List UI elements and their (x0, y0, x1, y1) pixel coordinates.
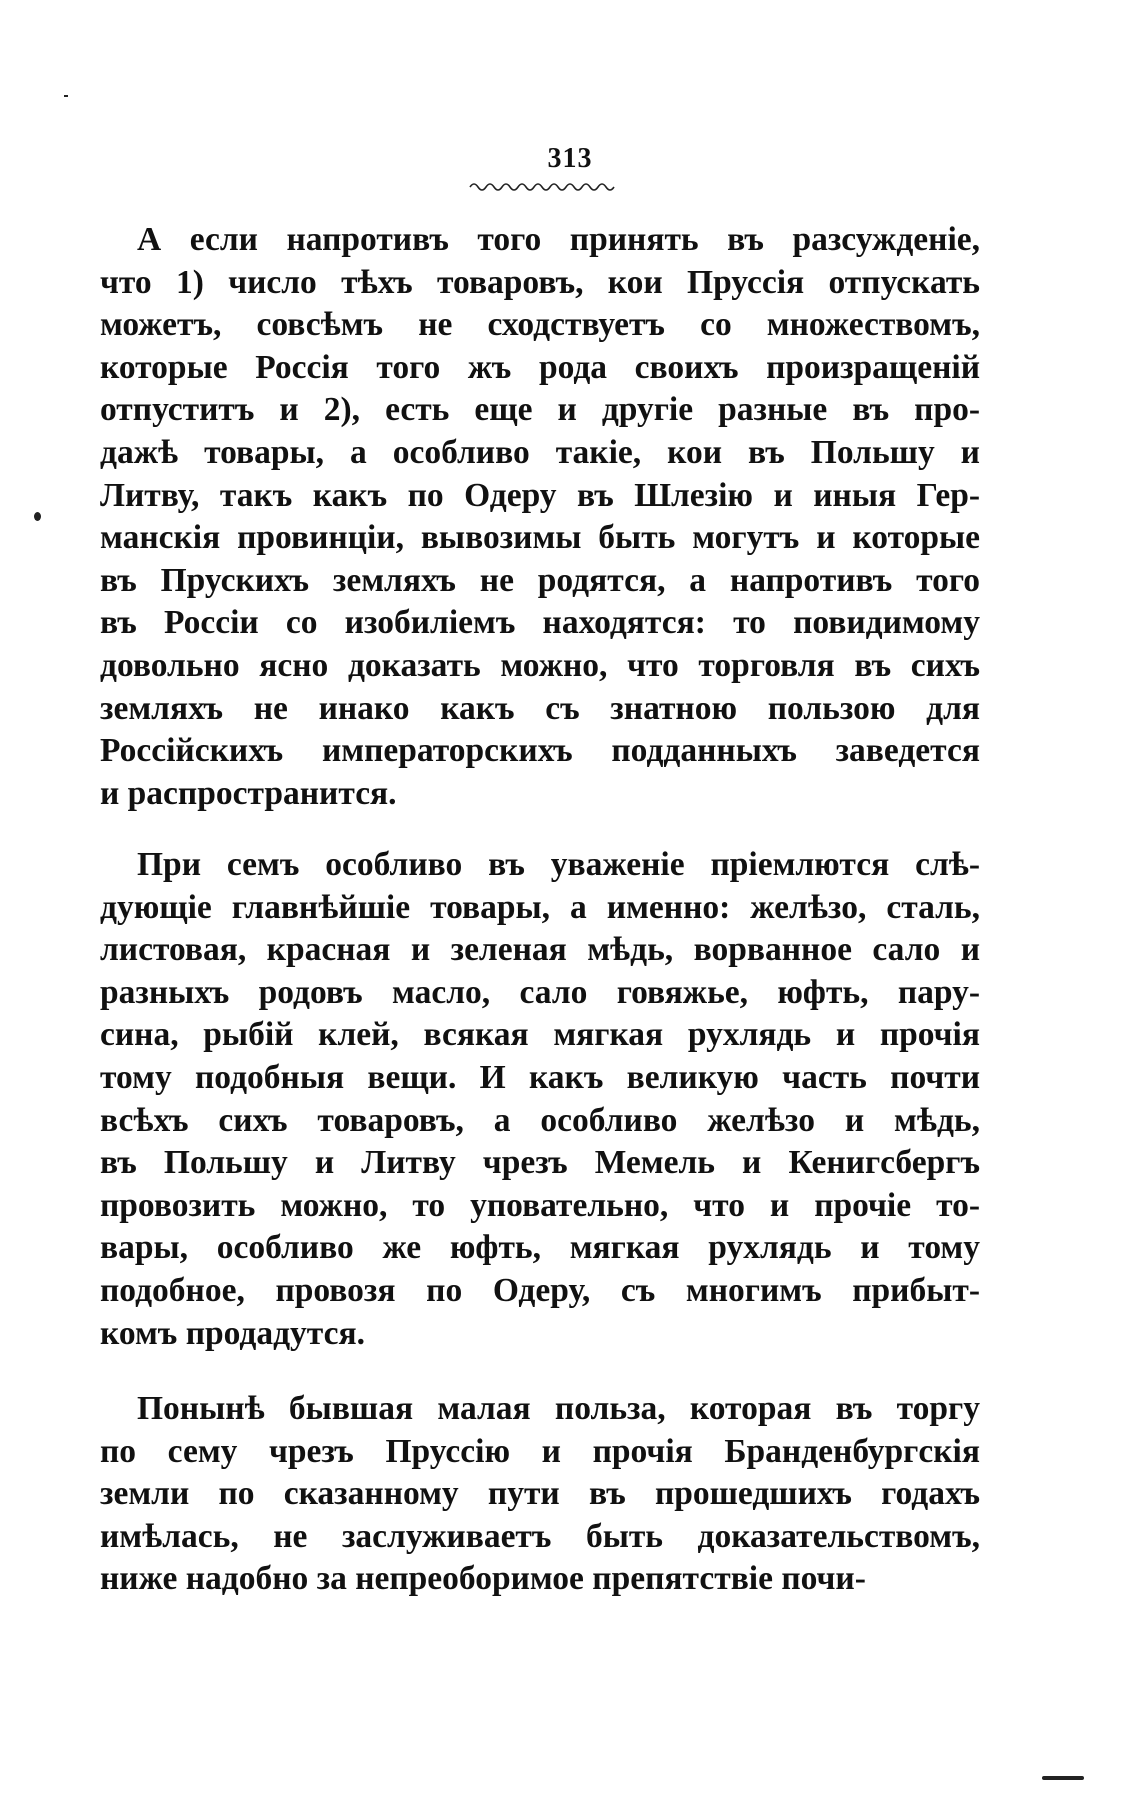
text-line: При семъ особливо въ уваженіе пріемлются слѣ- (137, 846, 980, 883)
text-line: разныхъ родовъ масло, сало говяжье, юфть, пару- (100, 973, 980, 1011)
text-line: Литву, такъ какъ по Одеру въ Шлезію и иныя Гер- (100, 476, 980, 514)
text-line: дующіе главнѣйшіе товары, а именно: желѣзо, сталь, (100, 888, 980, 926)
text-line: подобное, провозя по Одеру, съ многимъ прибыт- (100, 1271, 980, 1309)
text-line: земли по сказанному пути въ прошедшихъ годахъ (100, 1475, 980, 1513)
text-line: въ Россіи со изобиліемъ находятся: то повидимому (100, 604, 980, 642)
text-line: ниже надобно за непреоборимое препятствіе почи- (100, 1560, 866, 1598)
text-line: сина, рыбій клей, всякая мягкая рухлядь и прочія (100, 1016, 980, 1054)
text-line: въ Прускихъ земляхъ не родятся, а напротивъ того (100, 561, 980, 599)
text-line: дажѣ товары, а особливо такіе, кои въ Польшу и (100, 433, 980, 471)
text-line: которые Россія того жъ рода своихъ произращеній (100, 348, 980, 386)
text-line: вары, особливо же юфть, мягкая рухлядь и тому (100, 1229, 980, 1267)
paragraph-1 (100, 219, 980, 815)
text-line: земляхъ не инако какъ съ знатною пользою для (100, 689, 980, 727)
wavy-rule-ornament (468, 180, 618, 194)
paragraph-2 (100, 844, 980, 1355)
margin-dot-mark (34, 512, 41, 521)
text-line: манскія провинціи, вывозимы быть могутъ и которые (100, 519, 980, 557)
text-line: провозить можно, то уповательно, что и прочіе то- (100, 1186, 980, 1224)
text-line: комъ продадутся. (100, 1314, 366, 1352)
text-line: листовая, красная и зеленая мѣдь, ворванное сало и (100, 931, 980, 969)
page-number: 313 (547, 143, 593, 174)
text-line: довольно ясно доказать можно, что торговля въ сихъ (100, 646, 980, 684)
bottom-margin-dash-mark (1042, 1776, 1084, 1780)
text-line: можетъ, совсѣмъ не сходствуетъ со множествомъ, (100, 306, 980, 344)
text-line: А если напротивъ того принять въ разсужденіе, (137, 221, 980, 258)
margin-tick-mark (64, 95, 68, 97)
text-line: имѣлась, не заслуживаетъ быть доказательствомъ, (100, 1517, 980, 1555)
paragraph-3 (100, 1388, 980, 1601)
text-line: по сему чрезъ Пруссію и прочія Бранденбургскія (100, 1432, 980, 1470)
text-line: всѣхъ сихъ товаровъ, а особливо желѣзо и мѣдь, (100, 1101, 980, 1139)
text-line: Понынѣ бывшая малая польза, которая въ торгу (137, 1390, 980, 1427)
text-line: Россійскихъ императорскихъ подданныхъ заведется (100, 732, 980, 770)
text-line: и распространится. (100, 774, 397, 812)
text-line: что 1) число тѣхъ товаровъ, кои Пруссія отпускать (100, 263, 980, 301)
text-line: тому подобныя вещи. И какъ великую часть почти (100, 1058, 980, 1096)
text-line: отпуститъ и 2), есть еще и другіе разные въ про- (100, 391, 980, 429)
text-line: въ Польшу и Литву чрезъ Мемель и Кенигсбергъ (100, 1144, 980, 1182)
